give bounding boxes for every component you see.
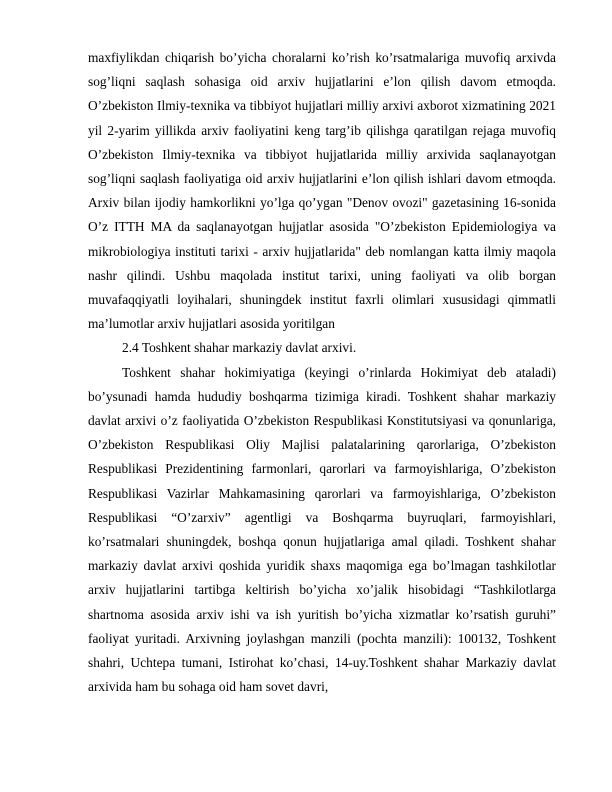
document-page	[88, 46, 556, 699]
body-paragraph-2: Toshkent shahar hokimiyatiga (keyingi o’rinlarda Hokimiyat deb ataladi) bo’ysunadi hamda hududiy boshqarma tizimiga kiradi. Toshkent shahar markaziy davlat arxivi o’z faoliyatida O’zbekiston Respublikasi Konstitutsiyasi va qonunlariga, O’zbekiston Respublikasi Oliy Majlisi palatalarining qarorlariga, O’zbekiston Respublikasi Prezidentining farmonlari, qarorlari va farmoyishlariga, O’zbekiston Respublikasi Vazirlar Mahkamasining qarorlari va farmoyishlariga, O’zbekiston Respublikasi “O’zarxiv” agentligi va Boshqarma buyruqlari, farmoyishlari, ko’rsatmalari shuningdek, boshqa qonun hujjatlariga amal qiladi. Toshkent shahar markaziy davlat arxivi qoshida yuridik shaxs maqomiga ega bo’lmagan tashkilotlar arxiv hujjatlarini tartibga keltirish bo’yicha xo’jalik hisobidagi “Tashkilotlarga shartnoma asosida arxiv ishi va ish yuritish bo’yicha xizmatlar ko’rsatish guruhi” faoliyat yuritadi. Arxivning joylashgan manzili (pochta manzili): 100132, Toshkent shahri, Uchtepa tumani, Istirohat ko’chasi, 14-uy.Toshkent shahar Markaziy davlat arxivida ham bu sohaga oid ham sovet davri,	[88, 364, 556, 695]
body-paragraph-1: maxfiylikdan chiqarish bo’yicha choralarni ko’rish ko’rsatmalariga muvofiq arxivda sog’liqni saqlash sohasiga oid arxiv hujjatlarini e’lon qilish davom etmoqda. O’zbekiston Ilmiy-texnika va tibbiyot hujjatlari milliy arxivi axborot xizmatining 2021 yil 2-yarim yillikda arxiv faoliyatini keng targ’ib qilishga qaratilgan rejaga muvofiq O’zbekiston Ilmiy-texnika va tibbiyot hujjatlarida milliy arxivida saqlanayotgan sog’liqni saqlash faoliyatiga oid arxiv hujjatlarini e’lon qilish ishlari davom etmoqda. Arxiv bilan ijodiy hamkorlikni yo’lga qo’ygan "Denov ovozi" gazetasining 16-sonida O’z ITTH MA da saqlanayotgan hujjatlar asosida "O’zbekiston Epidemiologiya va mikrobiologiya instituti tarixi - arxiv hujjatlarida" deb nomlangan katta ilmiy maqola nashr qilindi. Ushbu maqolada institut tarixi, uning faoliyati va olib borgan muvafaqqiyatli loyihalari, shuningdek institut faxrli olimlari xususidagi qimmatli ma’lumotlar arxiv hujjatlari asosida yoritilgan	[88, 50, 556, 332]
section-heading: 2.4 Toshkent shahar markaziy davlat arxivi.	[122, 340, 357, 356]
